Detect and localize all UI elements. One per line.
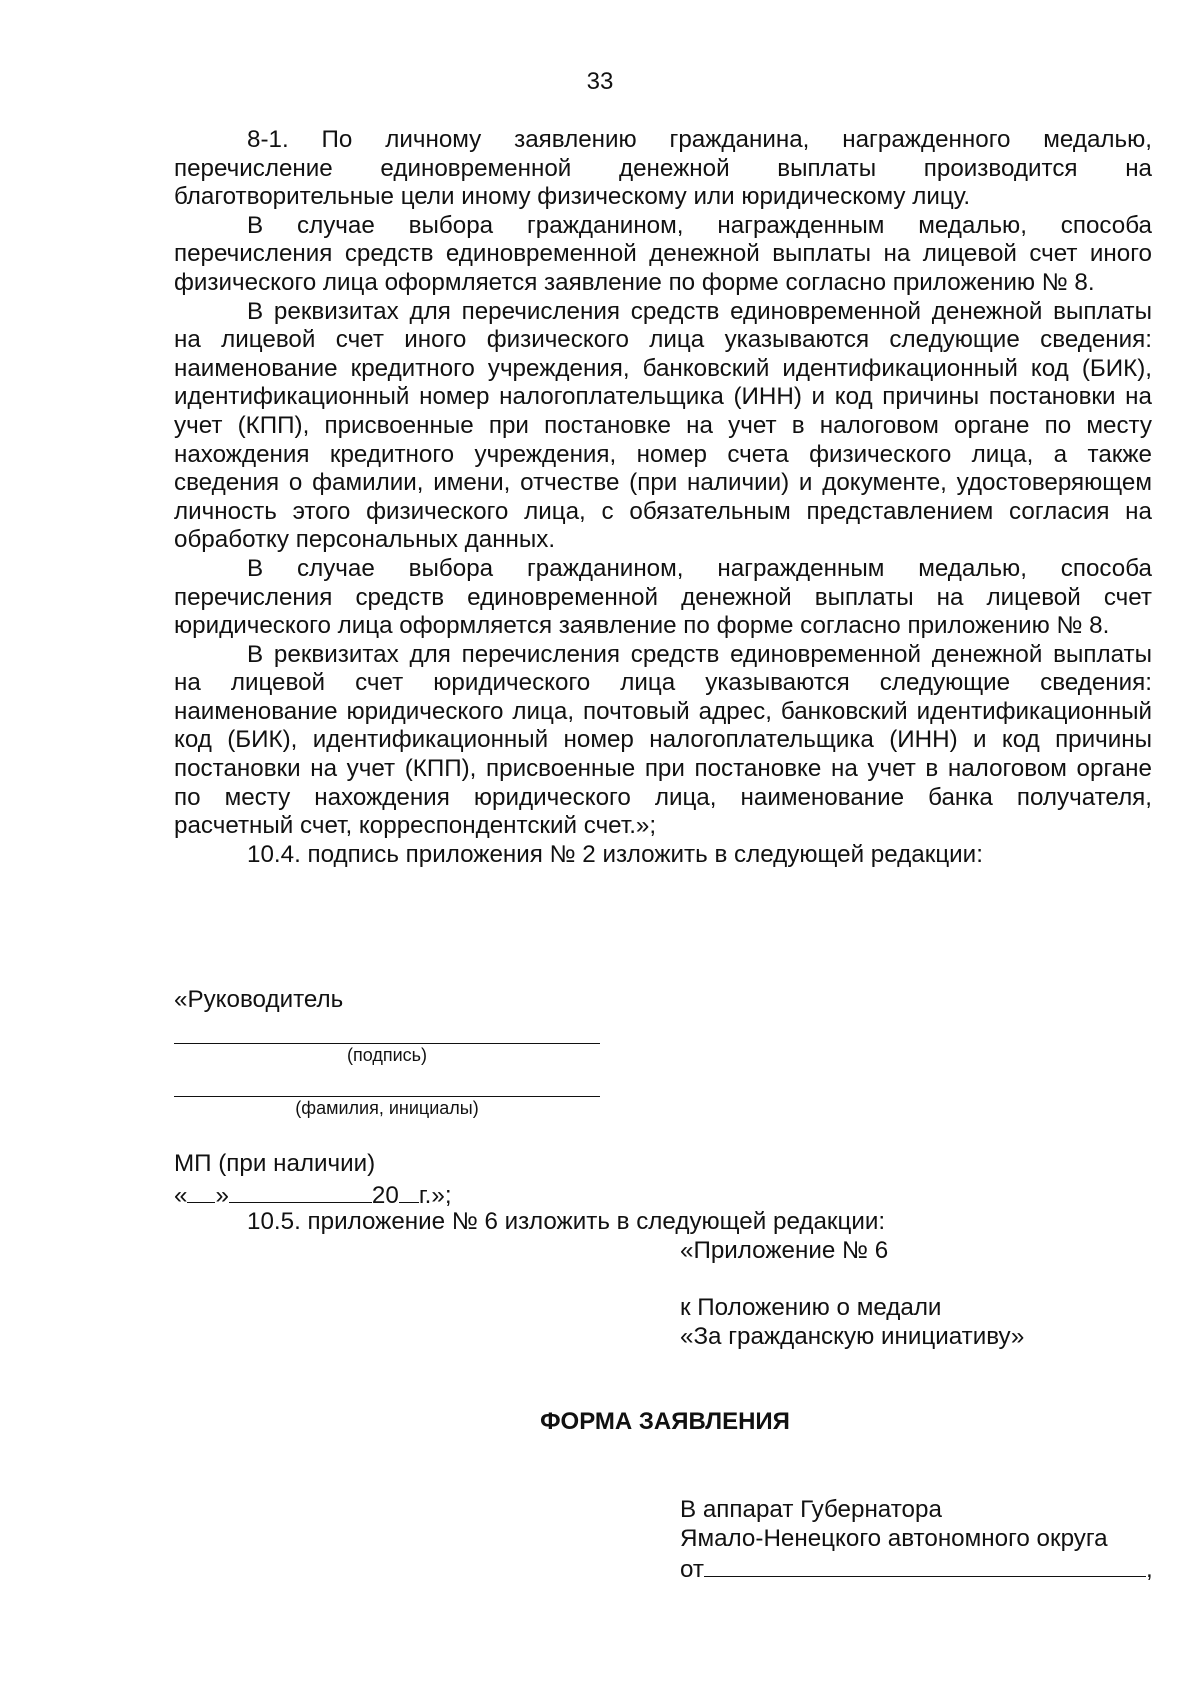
- year-blank: [399, 1180, 419, 1203]
- appendix-reference-2: «За гражданскую инициативу»: [680, 1323, 1025, 1350]
- page-number: 33: [586, 68, 614, 95]
- date-year: 20: [371, 1182, 399, 1209]
- appendix-title: «Приложение № 6: [680, 1237, 889, 1264]
- paragraph-10-4: 10.4. подпись приложения № 2 изложить в следующей редакции:: [247, 840, 983, 868]
- signature-block: [174, 1043, 600, 1066]
- paragraph-8-1: 8-1. По личному заявлению гражданина, награжденного медалью, перечисление единовременной денежной выплаты производится на благотворительные цели иному физическому или юридическому лицу.: [174, 126, 1152, 211]
- paragraph-legal-entity-details: В реквизитах для перечисления средств единовременной денежной выплаты на лицевой счет юридического лица указываются следующие сведения: наименование юридического лица, почтовый адрес, банковский идентификационный код (БИК), идентификационный номер налогоплательщика (ИНН) и код причины постановки на учет (КПП), присвоенные при постановке на учет в налоговом органе по месту нахождения юридического лица, наименование банка получателя, расчетный счет, корреспондентский счет.»;: [174, 640, 1152, 840]
- month-blank: [229, 1180, 372, 1203]
- appendix-reference-1: к Положению о медали: [680, 1294, 942, 1321]
- addressee-line-2: Ямало-Ненецкого автономного округа: [680, 1525, 1108, 1552]
- paragraph-physical-person-details: В реквизитах для перечисления средств единовременной денежной выплаты на лицевой счет иного физического лица указываются следующие сведения: наименование кредитного учреждения, банковский идентификационный код (БИК), идентификационный номер налогоплательщика (ИНН) и код причины постановки на учет (КПП), присвоенные при постановке на учет в налоговом органе по месту нахождения кредитного учреждения, номер счета физического лица, а также сведения о фамилии, имени, отчестве (при наличии) и документе, удостоверяющем личность этого физического лица, с обязательным представлением согласия на обработку персональных данных.: [174, 297, 1152, 554]
- date-line: [174, 1180, 452, 1210]
- date-close-quote: »: [215, 1182, 229, 1209]
- from-comma: ,: [1146, 1556, 1153, 1583]
- from-blank: [704, 1554, 1146, 1577]
- from-label: от: [680, 1556, 704, 1583]
- date-suffix: г.»;: [418, 1182, 452, 1209]
- paragraph-physical-person-option: В случае выбора гражданином, награжденным медалью, способа перечисления средств единовременной денежной выплаты на лицевой счет иного физического лица оформляется заявление по форме согласно приложению № 8.: [174, 211, 1152, 296]
- from-line: [680, 1554, 1153, 1584]
- form-title: ФОРМА ЗАЯВЛЕНИЯ: [540, 1408, 790, 1435]
- addressee-line-1: В аппарат Губернатора: [680, 1496, 942, 1523]
- day-blank: [187, 1180, 215, 1203]
- head-label: «Руководитель: [174, 986, 344, 1013]
- paragraph-legal-entity-option: В случае выбора гражданином, награжденным медалью, способа перечисления средств единовременной денежной выплаты на лицевой счет юридического лица оформляется заявление по форме согласно приложению № 8.: [174, 554, 1152, 640]
- signature-caption: (подпись): [346, 1045, 428, 1065]
- stamp-label: МП (при наличии): [174, 1150, 376, 1177]
- name-caption: (фамилия, инициалы): [295, 1098, 479, 1118]
- name-block: [174, 1096, 600, 1119]
- document-body: [174, 126, 1152, 869]
- date-open-quote: «: [174, 1182, 188, 1209]
- item-10-5: 10.5. приложение № 6 изложить в следующей редакции:: [247, 1208, 886, 1235]
